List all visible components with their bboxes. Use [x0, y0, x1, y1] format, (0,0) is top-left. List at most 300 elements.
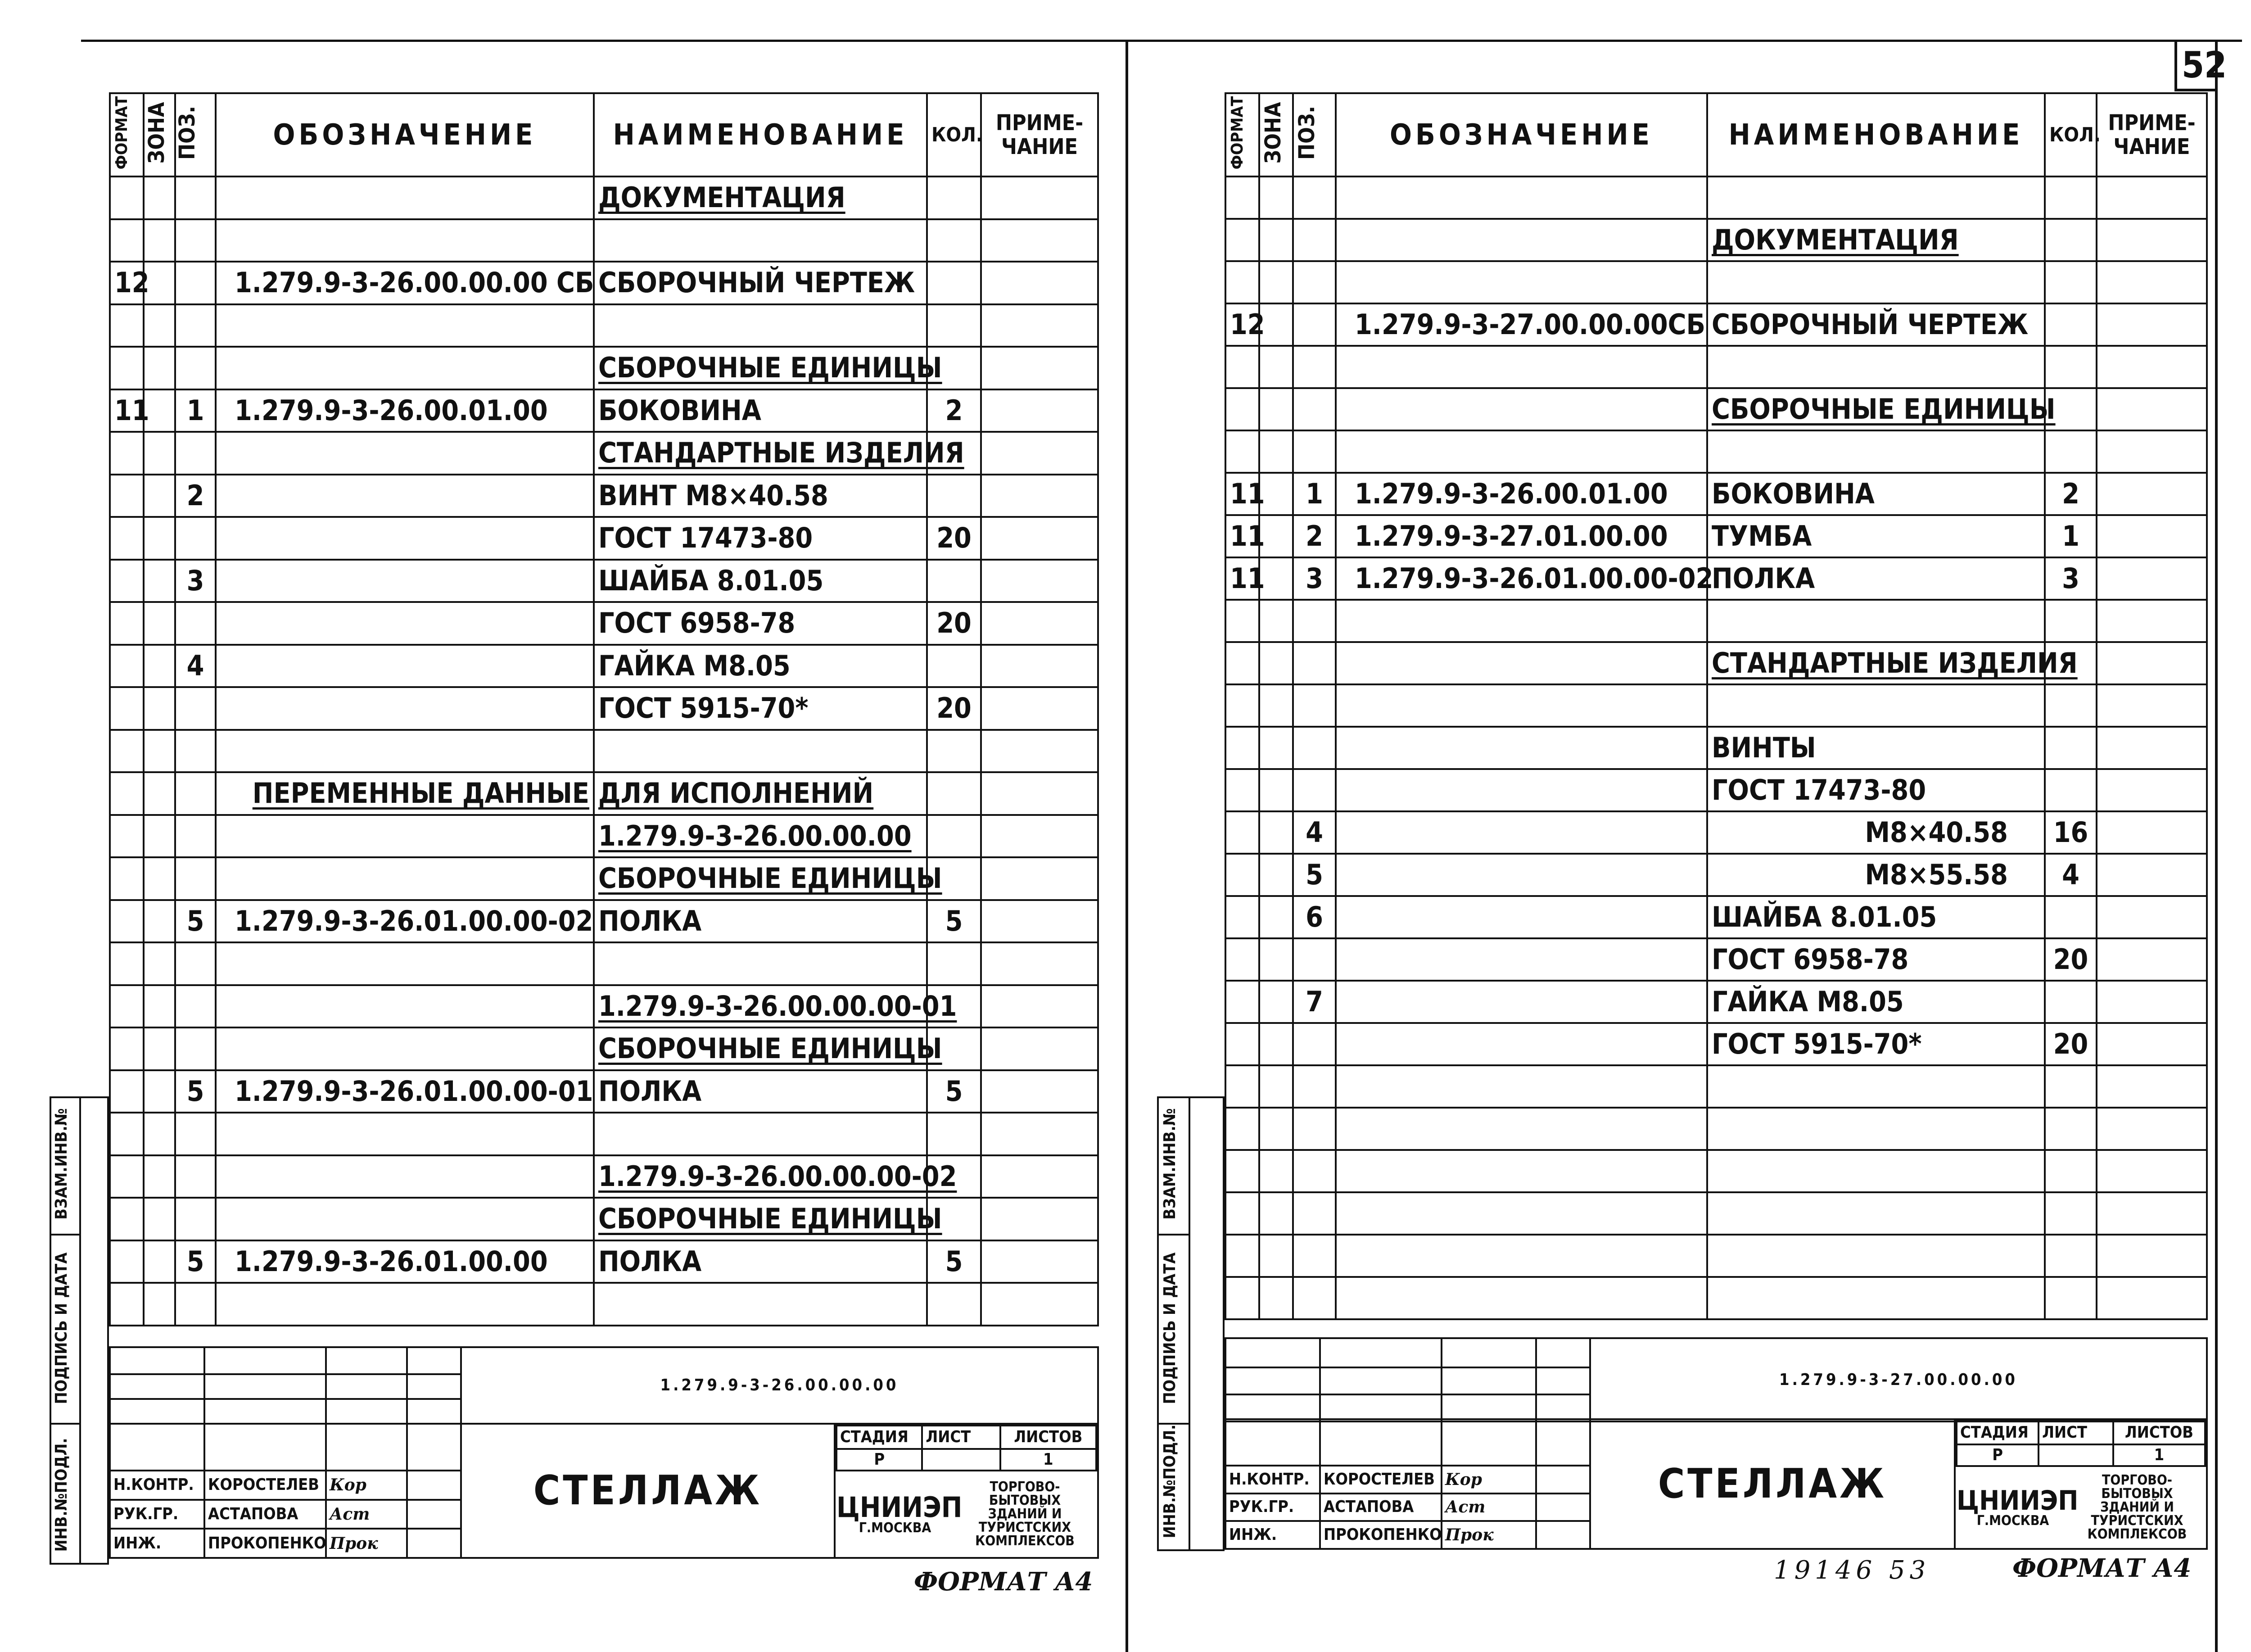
note-cell	[2097, 938, 2207, 981]
note-cell	[2097, 219, 2207, 261]
pos-cell: 1	[175, 389, 216, 432]
right-name-2: АСТАПОВА	[1320, 1494, 1442, 1521]
spec-row	[110, 1070, 1098, 1113]
left-role-3: ИНЖ.	[110, 1529, 204, 1558]
left-format: ФОРМАТ А4	[914, 1567, 1093, 1597]
note-cell	[2097, 515, 2207, 557]
right-signature-3: Прок	[1442, 1521, 1536, 1549]
right-frame	[2215, 40, 2218, 1652]
designation-cell	[216, 857, 594, 900]
designation-cell	[1336, 388, 1707, 430]
spec-row	[110, 347, 1098, 389]
zone-cell	[1259, 346, 1293, 388]
right-name-1: КОРОСТЕЛЕВ	[1320, 1466, 1442, 1494]
qty-cell	[927, 262, 981, 304]
hdr-pos: ПОЗ.	[175, 106, 200, 160]
zone-cell	[1259, 1192, 1293, 1235]
spec-row	[110, 432, 1098, 475]
spec-row	[1225, 600, 2207, 642]
format-cell	[110, 347, 144, 389]
spec-row	[110, 177, 1098, 219]
format-cell	[1225, 1065, 1259, 1108]
spec-row	[1225, 557, 2207, 600]
format-cell	[110, 942, 144, 985]
hdr-designation: ОБОЗНАЧЕНИЕ	[216, 93, 594, 177]
right-sheet-label: ЛИСТ	[2039, 1421, 2113, 1444]
format-cell	[110, 1155, 144, 1198]
spec-row	[1225, 177, 2207, 219]
zone-cell	[144, 219, 175, 262]
left-sheets-label: ЛИСТОВ	[1000, 1426, 1097, 1449]
qty-cell	[2045, 684, 2097, 727]
right-org-logo: ЦНИИЭП	[1957, 1485, 2079, 1516]
right-name-3: ПРОКОПЕНКО	[1320, 1521, 1442, 1549]
archive-number: 19146 53	[1774, 1556, 1930, 1585]
zone-cell	[144, 1070, 175, 1113]
designation-cell	[1336, 684, 1707, 727]
format-cell	[1225, 430, 1259, 473]
zone-cell	[144, 602, 175, 645]
designation-cell	[1336, 727, 1707, 769]
center-divider	[1126, 40, 1128, 1652]
qty-cell	[927, 1283, 981, 1326]
format-cell	[1225, 600, 1259, 642]
zone-cell	[1259, 1150, 1293, 1192]
format-cell	[110, 1240, 144, 1283]
r-hdr-pos: ПОЗ.	[1294, 106, 1320, 160]
designation-cell	[1336, 896, 1707, 938]
qty-cell: 2	[2045, 473, 2097, 515]
name-cell: ГОСТ 17473-80	[594, 517, 927, 560]
format-cell	[110, 1283, 144, 1326]
name-cell	[1707, 1192, 2045, 1235]
spec-row	[1225, 1277, 2207, 1319]
pos-cell	[1293, 769, 1336, 811]
right-sheets: 1	[2113, 1444, 2205, 1466]
note-cell	[2097, 811, 2207, 854]
zone-cell	[1259, 811, 1293, 854]
qty-cell	[2045, 600, 2097, 642]
zone-cell	[144, 942, 175, 985]
spec-row	[1225, 261, 2207, 303]
spec-row	[110, 1155, 1098, 1198]
note-cell	[981, 304, 1098, 347]
zone-cell	[144, 857, 175, 900]
left-stage-label: СТАДИЯ	[836, 1426, 922, 1449]
note-cell	[2097, 177, 2207, 219]
zone-cell	[1259, 769, 1293, 811]
name-cell: М8×55.58	[1707, 854, 2045, 896]
spec-row	[1225, 1023, 2207, 1065]
label-inv-podl: ИНВ.№ПОДЛ.	[52, 1438, 71, 1552]
designation-cell: 1.279.9-3-26.01.00.00-02	[216, 900, 594, 943]
note-cell	[2097, 1235, 2207, 1277]
format-cell	[110, 772, 144, 815]
spec-row	[110, 602, 1098, 645]
designation-cell	[1336, 1065, 1707, 1108]
qty-cell	[2045, 1150, 2097, 1192]
spec-row	[1225, 684, 2207, 727]
note-cell	[2097, 727, 2207, 769]
spec-row	[1225, 811, 2207, 854]
note-cell	[981, 1240, 1098, 1283]
designation-cell	[216, 475, 594, 517]
left-title: СТЕЛЛАЖ	[533, 1467, 763, 1514]
designation-cell	[1336, 346, 1707, 388]
pos-cell	[1293, 1023, 1336, 1065]
format-cell	[1225, 1108, 1259, 1150]
note-cell	[981, 560, 1098, 602]
pos-cell	[1293, 1150, 1336, 1192]
r-label-podpis-data: ПОДПИСЬ И ДАТА	[1161, 1252, 1179, 1404]
pos-cell	[1293, 727, 1336, 769]
pos-cell	[175, 517, 216, 560]
name-cell: СБОРОЧНЫЕ ЕДИНИЦЫ	[594, 347, 927, 389]
name-cell: СБОРОЧНЫЕ ЕДИНИЦЫ	[594, 1027, 927, 1070]
note-cell	[2097, 1277, 2207, 1319]
pos-cell	[175, 1027, 216, 1070]
designation-cell	[216, 560, 594, 602]
format-cell: 11	[110, 389, 144, 432]
note-cell	[981, 432, 1098, 475]
format-cell	[110, 219, 144, 262]
pos-cell	[1293, 177, 1336, 219]
spec-row	[1225, 1150, 2207, 1192]
designation-cell: 1.279.9-3-26.01.00.00-01	[216, 1070, 594, 1113]
note-cell	[981, 219, 1098, 262]
designation-cell	[1336, 811, 1707, 854]
left-stage: Р	[836, 1449, 922, 1471]
designation-cell	[216, 432, 594, 475]
zone-cell	[144, 475, 175, 517]
note-cell	[981, 687, 1098, 730]
format-cell	[110, 1113, 144, 1155]
name-cell: ШАЙБА 8.01.05	[594, 560, 927, 602]
zone-cell	[1259, 938, 1293, 981]
name-cell	[1707, 346, 2045, 388]
top-rule	[81, 40, 2242, 42]
designation-cell	[216, 815, 594, 858]
pos-cell: 6	[1293, 896, 1336, 938]
designation-cell	[216, 1113, 594, 1155]
spec-row	[110, 687, 1098, 730]
format-cell	[1225, 1235, 1259, 1277]
qty-cell	[2045, 981, 2097, 1023]
designation-cell	[1336, 769, 1707, 811]
spec-row	[1225, 981, 2207, 1023]
pos-cell	[175, 602, 216, 645]
name-cell: СБОРОЧНЫЕ ЕДИНИЦЫ	[594, 1198, 927, 1240]
format-cell	[1225, 642, 1259, 684]
right-spec-table	[1225, 92, 2208, 1320]
name-cell: СБОРОЧНЫЙ ЧЕРТЕЖ	[594, 262, 927, 304]
zone-cell	[1259, 177, 1293, 219]
note-cell	[981, 857, 1098, 900]
pos-cell	[1293, 1108, 1336, 1150]
spec-row	[110, 304, 1098, 347]
pos-cell: 5	[1293, 854, 1336, 896]
qty-cell	[927, 1113, 981, 1155]
note-cell	[981, 347, 1098, 389]
name-cell	[1707, 261, 2045, 303]
name-cell	[1707, 1277, 2045, 1319]
pos-cell: 5	[175, 900, 216, 943]
pos-cell	[1293, 684, 1336, 727]
left-name-3: ПРОКОПЕНКО	[204, 1529, 326, 1558]
name-cell: ПОЛКА	[594, 1070, 927, 1113]
designation-cell	[216, 517, 594, 560]
name-cell: 1.279.9-3-26.00.00.00-02	[594, 1155, 927, 1198]
designation-cell: ПЕРЕМЕННЫЕ ДАННЫЕ	[216, 772, 594, 815]
r-label-inv-podl: ИНВ.№ПОДЛ.	[1161, 1424, 1179, 1539]
note-cell	[981, 1027, 1098, 1070]
spec-row	[1225, 896, 2207, 938]
zone-cell	[1259, 600, 1293, 642]
designation-cell: 1.279.9-3-27.00.00.00СБ	[1336, 303, 1707, 346]
spec-row	[110, 772, 1098, 815]
pos-cell	[175, 857, 216, 900]
qty-cell: 20	[927, 687, 981, 730]
right-title: СТЕЛЛАЖ	[1658, 1460, 1887, 1507]
pos-cell	[175, 1283, 216, 1326]
note-cell	[981, 942, 1098, 985]
note-cell	[981, 517, 1098, 560]
format-cell	[110, 475, 144, 517]
qty-cell: 4	[2045, 854, 2097, 896]
designation-cell: 1.279.9-3-26.01.00.00-02	[1336, 557, 1707, 600]
pos-cell: 3	[1293, 557, 1336, 600]
designation-cell	[1336, 1277, 1707, 1319]
name-cell	[1707, 1065, 2045, 1108]
format-cell	[1225, 854, 1259, 896]
qty-cell	[927, 815, 981, 858]
pos-cell	[1293, 600, 1336, 642]
left-sheets: 1	[1000, 1449, 1097, 1471]
designation-cell	[1336, 1023, 1707, 1065]
spec-row	[1225, 388, 2207, 430]
pos-cell	[175, 815, 216, 858]
name-cell	[1707, 430, 2045, 473]
zone-cell	[144, 1155, 175, 1198]
note-cell	[981, 1198, 1098, 1240]
pos-cell	[1293, 303, 1336, 346]
name-cell	[1707, 684, 2045, 727]
zone-cell	[144, 1198, 175, 1240]
pos-cell	[1293, 430, 1336, 473]
pos-cell: 1	[1293, 473, 1336, 515]
format-cell	[1225, 1277, 1259, 1319]
left-org-logo: ЦНИИЭП	[836, 1491, 963, 1524]
designation-cell	[216, 645, 594, 688]
note-cell	[2097, 303, 2207, 346]
format-cell	[1225, 261, 1259, 303]
name-cell: СБОРОЧНЫЕ ЕДИНИЦЫ	[1707, 388, 2045, 430]
format-cell	[1225, 219, 1259, 261]
note-cell	[981, 177, 1098, 219]
hdr-format: ФОРМАТ	[113, 96, 131, 170]
note-cell	[2097, 896, 2207, 938]
note-cell	[2097, 1192, 2207, 1235]
format-cell	[1225, 896, 1259, 938]
qty-cell	[927, 645, 981, 688]
designation-cell	[1336, 600, 1707, 642]
qty-cell	[2045, 303, 2097, 346]
note-cell	[981, 645, 1098, 688]
designation-cell	[1336, 1235, 1707, 1277]
qty-cell	[2045, 1277, 2097, 1319]
pos-cell: 5	[175, 1070, 216, 1113]
spec-row	[1225, 473, 2207, 515]
zone-cell	[1259, 981, 1293, 1023]
designation-cell	[216, 1155, 594, 1198]
zone-cell	[1259, 219, 1293, 261]
note-cell	[2097, 600, 2207, 642]
qty-cell	[2045, 430, 2097, 473]
note-cell	[2097, 1023, 2207, 1065]
zone-cell	[1259, 1023, 1293, 1065]
left-signature-2: Аст	[326, 1500, 407, 1529]
r-hdr-designation: ОБОЗНАЧЕНИЕ	[1336, 93, 1707, 177]
zone-cell	[144, 517, 175, 560]
note-cell	[981, 262, 1098, 304]
zone-cell	[1259, 896, 1293, 938]
format-cell	[110, 857, 144, 900]
designation-cell	[216, 687, 594, 730]
designation-cell	[216, 985, 594, 1028]
note-cell	[981, 1113, 1098, 1155]
name-cell: ГОСТ 5915-70*	[1707, 1023, 2045, 1065]
designation-cell	[216, 1027, 594, 1070]
spec-row	[110, 389, 1098, 432]
name-cell: ДОКУМЕНТАЦИЯ	[1707, 219, 2045, 261]
format-cell: 11	[1225, 515, 1259, 557]
designation-cell	[1336, 1192, 1707, 1235]
name-cell: ДОКУМЕНТАЦИЯ	[594, 177, 927, 219]
pos-cell: 7	[1293, 981, 1336, 1023]
spec-row	[1225, 1065, 2207, 1108]
format-cell	[1225, 938, 1259, 981]
spec-row	[1225, 303, 2207, 346]
designation-cell	[1336, 938, 1707, 981]
format-cell	[110, 1027, 144, 1070]
r-hdr-note: ПРИМЕ- ЧАНИЕ	[2097, 93, 2207, 177]
spec-row	[110, 985, 1098, 1028]
qty-cell	[927, 560, 981, 602]
spec-row	[110, 517, 1098, 560]
r-label-vzam-inv: ВЗАМ.ИНВ.№	[1161, 1108, 1179, 1220]
note-cell	[2097, 346, 2207, 388]
name-cell: ГАЙКА М8.05	[1707, 981, 2045, 1023]
note-cell	[2097, 981, 2207, 1023]
format-cell	[110, 645, 144, 688]
spec-row	[110, 219, 1098, 262]
name-cell: ПОЛКА	[594, 1240, 927, 1283]
qty-cell	[2045, 896, 2097, 938]
note-cell	[2097, 261, 2207, 303]
note-cell	[981, 475, 1098, 517]
note-cell	[981, 389, 1098, 432]
zone-cell	[1259, 684, 1293, 727]
name-cell: БОКОВИНА	[594, 389, 927, 432]
format-cell	[110, 602, 144, 645]
spec-row	[1225, 1108, 2207, 1150]
left-org-desc: ТОРГОВО- БЫТОВЫХ ЗДАНИЙ И ТУРИСТСКИХ КОМПЛЕКСОВ	[975, 1479, 1075, 1549]
spec-row	[1225, 769, 2207, 811]
format-cell	[1225, 1192, 1259, 1235]
zone-cell	[144, 687, 175, 730]
note-cell	[981, 1283, 1098, 1326]
designation-cell	[1336, 219, 1707, 261]
label-vzam-inv: ВЗАМ.ИНВ.№	[52, 1108, 71, 1220]
note-cell	[981, 985, 1098, 1028]
note-cell	[981, 730, 1098, 773]
format-cell	[110, 730, 144, 773]
spec-row	[110, 730, 1098, 773]
r-hdr-zone: ЗОНА	[1261, 102, 1286, 164]
format-cell	[1225, 177, 1259, 219]
name-cell: ВИНТЫ	[1707, 727, 2045, 769]
pos-cell	[175, 432, 216, 475]
name-cell	[594, 219, 927, 262]
zone-cell	[1259, 388, 1293, 430]
left-doc-number: 1.279.9-3-26.00.00.00	[461, 1347, 1098, 1424]
r-hdr-qty: КОЛ.	[2045, 93, 2097, 177]
name-cell	[1707, 1108, 2045, 1150]
pos-cell	[175, 177, 216, 219]
designation-cell: 1.279.9-3-27.01.00.00	[1336, 515, 1707, 557]
left-org-city: Г.МОСКВА	[859, 1520, 931, 1536]
zone-cell	[144, 177, 175, 219]
spec-row	[1225, 1235, 2207, 1277]
pos-cell: 2	[1293, 515, 1336, 557]
right-stage-label: СТАДИЯ	[1957, 1421, 2039, 1444]
pos-cell	[1293, 1277, 1336, 1319]
format-cell	[110, 432, 144, 475]
right-doc-number: 1.279.9-3-27.00.00.00	[1590, 1338, 2207, 1421]
zone-cell	[1259, 727, 1293, 769]
name-cell	[1707, 1235, 2045, 1277]
qty-cell	[2045, 346, 2097, 388]
format-cell	[1225, 1023, 1259, 1065]
name-cell: 1.279.9-3-26.00.00.00-01	[594, 985, 927, 1028]
spec-row	[110, 1198, 1098, 1240]
spec-row	[110, 262, 1098, 304]
name-cell: ТУМБА	[1707, 515, 2045, 557]
note-cell	[2097, 642, 2207, 684]
left-signature-1: Кор	[326, 1471, 407, 1500]
name-cell	[594, 1113, 927, 1155]
qty-cell: 5	[927, 1240, 981, 1283]
designation-cell	[216, 219, 594, 262]
hdr-note: ПРИМЕ- ЧАНИЕ	[981, 93, 1098, 177]
r-hdr-format: ФОРМАТ	[1228, 96, 1247, 170]
zone-cell	[144, 1283, 175, 1326]
designation-cell: 1.279.9-3-26.00.00.00 СБ	[216, 262, 594, 304]
format-cell	[110, 900, 144, 943]
right-role-2: РУК.ГР.	[1225, 1494, 1320, 1521]
qty-cell: 20	[2045, 938, 2097, 981]
right-signature-1: Кор	[1442, 1466, 1536, 1494]
label-podpis-data: ПОДПИСЬ И ДАТА	[52, 1252, 71, 1404]
note-cell	[2097, 854, 2207, 896]
name-cell: СТАНДАРТНЫЕ ИЗДЕЛИЯ	[594, 432, 927, 475]
right-org-city: Г.МОСКВА	[1976, 1513, 2049, 1529]
name-cell: СБОРОЧНЫЕ ЕДИНИЦЫ	[594, 857, 927, 900]
name-cell: ВИНТ М8×40.58	[594, 475, 927, 517]
pos-cell	[175, 772, 216, 815]
designation-cell	[216, 177, 594, 219]
qty-cell: 1	[2045, 515, 2097, 557]
